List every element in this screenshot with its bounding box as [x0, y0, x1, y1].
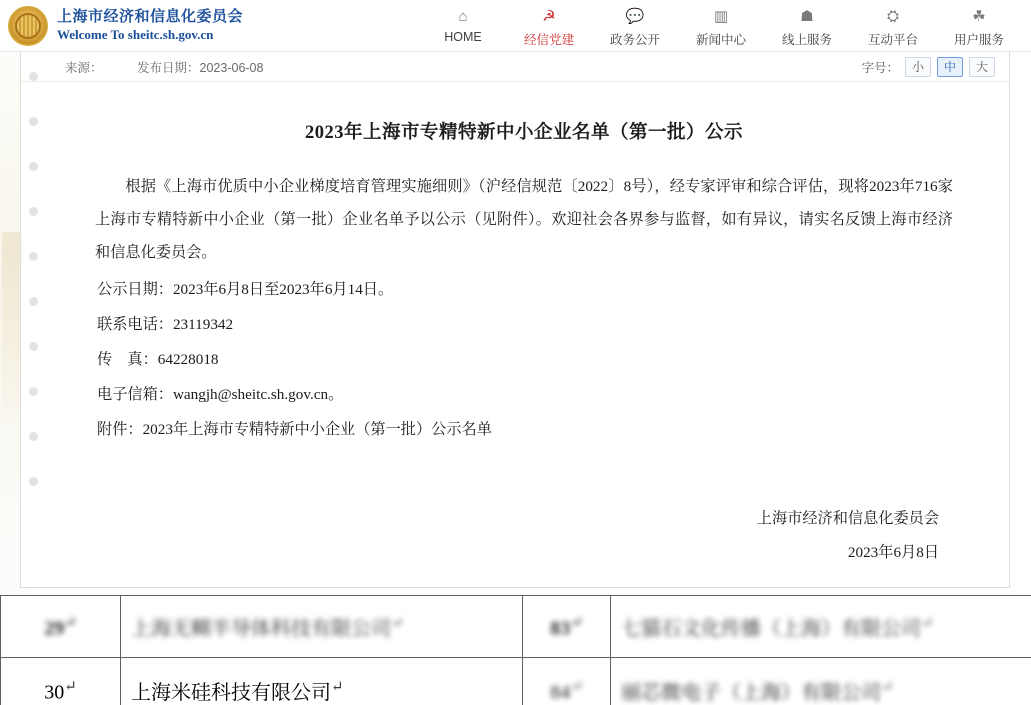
article-body — [21, 82, 1009, 569]
site-logo[interactable] — [0, 6, 330, 46]
row-company-name: 上海无糊半导体科技有限公司↵ — [121, 596, 523, 658]
nav-label-interactive-platform: 互动平台 — [867, 32, 918, 47]
binder-holes-decoration — [29, 72, 43, 562]
main-nav — [420, 4, 1022, 48]
nav-item-news[interactable] — [678, 4, 764, 48]
gov-emblem-icon — [8, 6, 48, 46]
cr-mark: ↵ — [391, 615, 404, 632]
article-sheet — [20, 52, 1010, 588]
article-line-fax: 传 真：64228018 — [97, 351, 219, 369]
nav-item-interactive-platform[interactable] — [850, 4, 936, 48]
article-line-attachment[interactable]: 附件：2023年上海市专精特新中小企业（第一批）公示名单 — [97, 421, 492, 439]
article-line-email: 电子信箱：wangjh@sheitc.sh.gov.cn。 — [97, 386, 344, 404]
table-row — [1, 658, 1031, 705]
news-icon: ▥ — [713, 7, 729, 25]
nav-label-online-service: 线上服务 — [781, 32, 832, 47]
party-icon: ☭ — [542, 7, 556, 25]
font-size-control — [861, 57, 995, 77]
article-line-notice-period: 公示日期：2023年6月8日至2023年6月14日。 — [97, 281, 394, 299]
article-date-label: 发布日期： — [137, 60, 200, 75]
article-date-value: 2023-06-08 — [199, 60, 264, 75]
user-icon: ☘ — [972, 7, 986, 25]
platform-icon: ⛭ — [886, 7, 899, 25]
attachment-table-preview — [0, 595, 1031, 705]
brand-name-cn: 上海市经济和信息化委员会 — [57, 8, 244, 25]
service-icon: ☗ — [800, 7, 814, 25]
nav-label-user-service: 用户服务 — [953, 32, 1004, 47]
cr-mark: ↵ — [570, 678, 583, 695]
article-source-label: 来源： — [65, 60, 103, 75]
cr-mark: ↵ — [570, 614, 583, 631]
page-body — [0, 52, 1031, 705]
nav-label-party: 经信党建 — [523, 32, 574, 47]
row-company-name-2: 丽芯微电子（上海）有限公司↵ — [611, 658, 1031, 705]
comment-icon: 💬 — [625, 7, 645, 25]
nav-label-gov-open: 政务公开 — [609, 32, 660, 47]
row-number: 30↵ — [1, 658, 121, 705]
font-size-medium-button[interactable]: 中 — [937, 57, 963, 77]
brand-name-en: Welcome To sheitc.sh.gov.cn — [57, 26, 214, 42]
font-size-large-button[interactable]: 大 — [969, 57, 995, 77]
nav-item-online-service[interactable] — [764, 4, 850, 48]
nav-item-party[interactable] — [506, 4, 592, 48]
row-number-2: 83↵ — [523, 596, 611, 658]
article-title: 2023年上海市专精特新中小企业名单（第一批）公示 — [304, 123, 743, 143]
attachment-table — [0, 595, 1031, 705]
article-line-phone: 联系电话：23119342 — [97, 316, 234, 334]
nav-item-home[interactable] — [420, 4, 506, 44]
site-header — [0, 0, 1031, 52]
cr-mark: ↵ — [331, 679, 344, 696]
row-company-name: 上海米硅科技有限公司↵ — [121, 658, 523, 705]
article-date — [137, 58, 263, 76]
article-signature-date: 2023年6月8日 — [847, 543, 939, 561]
font-size-label: 字号： — [861, 60, 899, 75]
table-row — [1, 596, 1031, 658]
article-meta-bar — [21, 52, 1009, 82]
brand-text — [57, 8, 243, 43]
nav-item-gov-open[interactable] — [592, 4, 678, 48]
nav-item-user-service[interactable] — [936, 4, 1022, 48]
cr-mark: ↵ — [64, 678, 77, 695]
cr-mark: ↵ — [881, 679, 894, 696]
article-paragraph: 根据《上海市优质中小企业梯度培育管理实施细则》（沪经信规范〔2022〕8号），经专家评审和综合评估，现将2023年716家上海市专精特新中小企业（第一批）企业名单予以公示（见附件）。欢迎社会各界参与监督，如有异议，请实名反馈上海市经济和信息化委员会。 — [95, 178, 953, 262]
nav-label-home: HOME — [444, 29, 482, 44]
font-size-small-button[interactable]: 小 — [905, 57, 931, 77]
row-number-2: 84↵ — [523, 658, 611, 705]
cr-mark: ↵ — [64, 614, 77, 631]
row-number: 29↵ — [1, 596, 121, 658]
home-icon: ⌂ — [458, 7, 468, 25]
cr-mark: ↵ — [921, 615, 934, 632]
row-company-name-2: 七猫石文化传播（上海）有限公司↵ — [611, 596, 1031, 658]
nav-label-news: 新闻中心 — [695, 32, 746, 47]
article-signature-org: 上海市经济和信息化委员会 — [756, 510, 939, 528]
